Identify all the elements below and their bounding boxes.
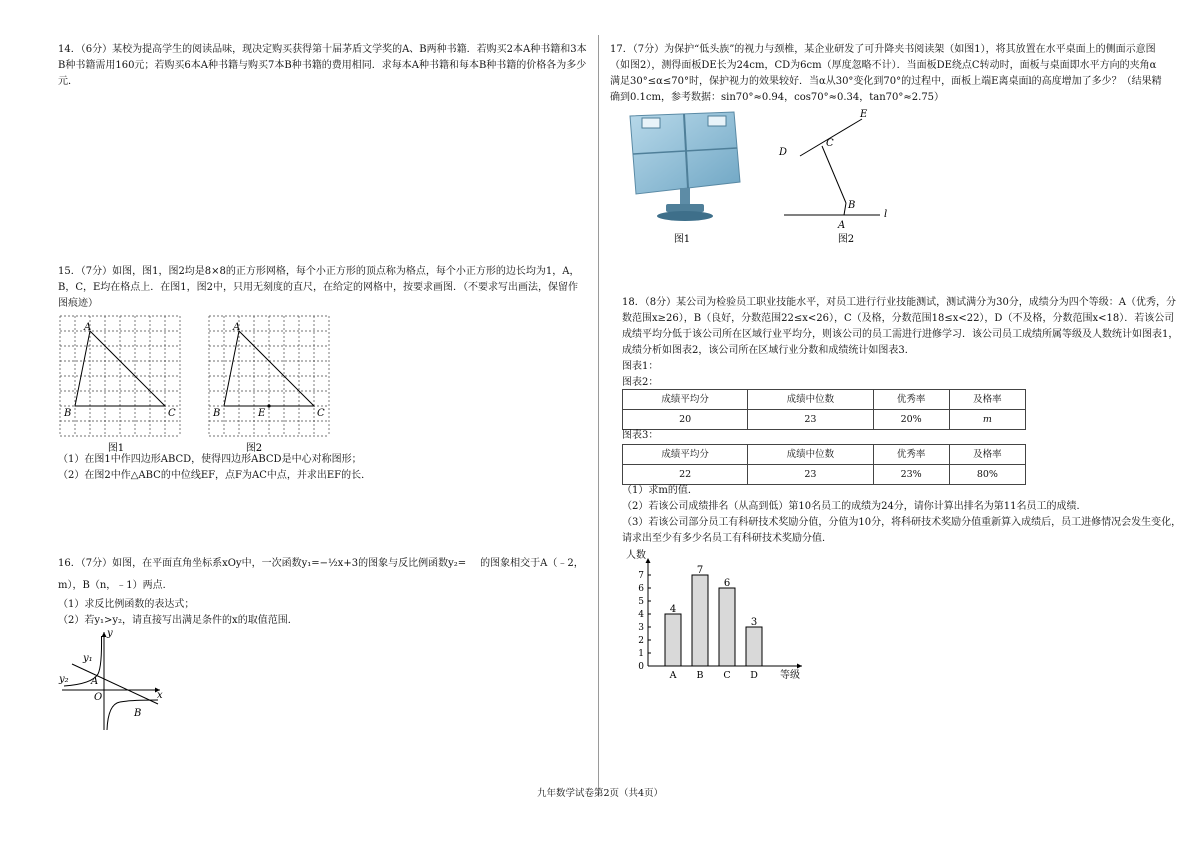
grid-label-a: A [84,322,92,333]
table-cell: 23% [873,465,949,485]
grid-label-a: A [233,322,241,333]
segment-bc [822,146,846,203]
fig2-label-c: C [826,138,834,149]
table-chart3 [622,444,1026,485]
q18-chart1-label: 图表1： [622,361,659,372]
q16-part1: （1）求反比例函数的表达式； [58,599,195,610]
x-tick-label: C [723,670,731,681]
chart-ylabel: 人数 [626,550,646,561]
grid-figure-1 [60,316,180,436]
line-y1 [72,664,158,704]
q15-parts [58,452,588,484]
y-tick-label: 2 [638,636,644,646]
table-header-cell: 成绩中位数 [748,390,873,410]
y-axis-arrow [646,558,651,563]
y-tick-label: 3 [638,623,644,633]
table-cell: 23 [748,410,873,430]
point-e [267,404,270,407]
q17-fig2-caption: 图2 [837,234,855,245]
q15-part2: （2）在图2中作△ABC的中位线EF，点F为AC中点，并求出EF的长． [58,470,372,481]
table-cell: 22 [623,465,748,485]
page-clip-right [708,116,726,126]
q16-part2: （2）若y₁>y₂，请直接写出满足条件的x的取值范围． [58,615,298,626]
table-header-cell: 成绩中位数 [748,445,873,465]
q15-fig2-caption: 图2 [245,443,263,454]
q18-part3: （3）若该公司部分员工有科研技术奖励分值，分值为10分，将科研技术奖励分值重新算入成绩后，员工进修情况会发生变化，请求出至少有多少名员工有科研技术奖励分值． [622,517,1182,544]
fig2-label-e: E [860,109,868,120]
table-header-cell: 成绩平均分 [623,390,748,410]
q18-text: 18．（8分）某公司为检验员工职业技能水平，对员工进行行业技能测试，测试满分为30分，成绩分为四个等级：A（优秀，分数范围x≥26），B（良好，分数范围22≤x<26），C（及格，分数范围18≤x<22），D（不及格，分数范围x<18）．若该公司成绩平均分低于该公司所在区域行业平均分，则该公司的员工需进行进修学习．该公司员工成绩所属等级及人数统计如图表1，成绩分析如图表2，该公司所在区域行业分数和成绩统计如图表3． [622,297,1179,356]
q18-chart3-label-wrap [622,428,658,444]
q18-chart3-label: 图表3： [622,430,659,441]
y-tick-label: 6 [638,584,644,594]
bar-A [665,614,681,666]
graph-label-o: O [94,692,103,703]
question-15 [58,264,588,312]
q17-fig1-reading-stand [622,108,748,248]
bar-value-label: 6 [723,578,731,589]
fig2-label-a: A [838,220,846,231]
y-axis-arrow [102,632,107,637]
table-row [623,445,1026,465]
bar-B [692,575,708,666]
q18-parts [622,483,1182,547]
chart-xlabel: 等级 [780,670,800,681]
q15-figures [58,312,348,457]
question-18 [622,295,1182,391]
table-row [623,390,1026,410]
q17-text: 17．（7分）为保护“低头族”的视力与颈椎，某企业研发了可升降夹书阅读架（如图1），将其放置在水平桌面上的侧面示意图（如图2），测得面板DE长为24cm，CD为6cm（厚度忽略不计）．当面板DE绕点C转动时，面板与桌面即水平方向的夹角α满足30°≤α≤70°时，保护视力的效果较好．当α从30°变化到70°的过程中，面板上端E离桌面l的高度增加了多少？（结果精确到0.1cm，参考数据：sin70°≈0.94，cos70°≈0.34，tan70°≈2.75） [610,44,1162,103]
grid-label-c: C [168,408,176,419]
fig2-label-l: l [884,209,888,220]
grid-label-b: B [64,408,72,419]
grid-label-e: E [258,408,266,419]
question-14 [58,42,588,90]
column-divider [598,35,599,795]
table-cell: 80% [949,465,1025,485]
stand-neck [680,188,690,206]
x-axis-arrow [797,664,802,669]
hyperbola-branch-right [107,700,158,730]
grid-label-c: C [317,408,325,419]
q15-text: 15．（7分）如图，图1，图2均是8×8的正方形网格，每个小正方形的顶点称为格点，每个小正方形的边长均为1，A，B，C，E均在格点上．在图1，图2中，只用无刻度的直尺，在给定的网格中，按要求画图．（不要求写出画法，保留作图痕迹） [58,266,580,309]
fig2-label-b: B [848,200,856,211]
question-16 [58,553,588,629]
table-header-cell: 优秀率 [873,445,949,465]
table-header-cell: 及格率 [949,390,1025,410]
graph-label-a: A [91,676,99,687]
table-header-cell: 优秀率 [873,390,949,410]
q16-text-b: 的图象相交于A（﹣2，m），B（n，﹣1）两点． [58,558,584,591]
y-tick-label: 0 [638,662,644,672]
grid-label-b: B [213,408,221,419]
q17-fig1-caption: 图1 [673,234,691,245]
grid-figure-2 [209,316,329,436]
q15-part1: （1）在图1中作四边形ABCD，使得四边形ABCD是中心对称图形； [58,454,362,465]
graph-label-y: y [107,628,113,639]
bar-D [746,627,762,666]
q16-text-a: 16．（7分）如图，在平面直角坐标系xOy中，一次函数y₁=−½x+3的图象与反比例函数y₂= [58,558,467,569]
graph-label-x: x [157,690,163,701]
y-tick-label: 1 [638,649,644,659]
q14-text: 14．（6分）某校为提高学生的阅读品味，现决定购买获得第十届茅盾文学奖的A、B两种书籍．若购买2本A种书籍和3本B种书籍需用160元；若购买6本A种书籍与购买7本B种书籍的费用相同．求每本A种书籍和每本B种书籍的价格各为多少元． [58,44,587,87]
bar-value-label: 3 [750,617,758,628]
graph-label-y2: y₂ [59,674,69,685]
y-tick-label: 4 [638,610,644,620]
q16-graph [58,626,168,734]
x-tick-label: B [696,670,704,681]
bar-value-label: 4 [669,604,677,615]
table-row [623,410,1026,430]
table-row [623,465,1026,485]
stand-pole [666,204,704,212]
bar-chart-grades [624,546,814,684]
table-cell: 20% [873,410,949,430]
graph-label-b: B [134,708,142,719]
fig2-label-d: D [779,147,788,158]
table-header-cell: 成绩平均分 [623,445,748,465]
q17-fig2-diagram [776,104,896,248]
bar-value-label: 7 [696,565,704,576]
y-tick-label: 5 [638,597,644,607]
table-cell: 23 [748,465,873,485]
question-17 [610,42,1165,106]
table-header-cell: 及格率 [949,445,1025,465]
bar-C [719,588,735,666]
x-tick-label: A [669,670,677,681]
q18-chart2-label: 图表2： [622,377,659,388]
q18-part2: （2）若该公司成绩排名（从高到低）第10名员工的成绩为24分，请你计算出排名为第11名员工的成绩． [622,501,1087,512]
graph-label-y1: y₁ [83,653,93,664]
q15-fig1-caption: 图1 [107,443,125,454]
q18-part1: （1）求m的值． [622,485,698,496]
page-footer: 九年数学试卷第2页（共4页） [536,788,664,799]
x-tick-label: D [750,670,758,681]
table-chart2 [622,389,1026,430]
segment-ab [844,203,846,215]
page-clip-left [642,118,660,128]
table-cell: m [949,410,1025,430]
table-cell: 20 [623,410,748,430]
stand-base [657,211,713,221]
y-tick-label: 7 [638,571,644,581]
